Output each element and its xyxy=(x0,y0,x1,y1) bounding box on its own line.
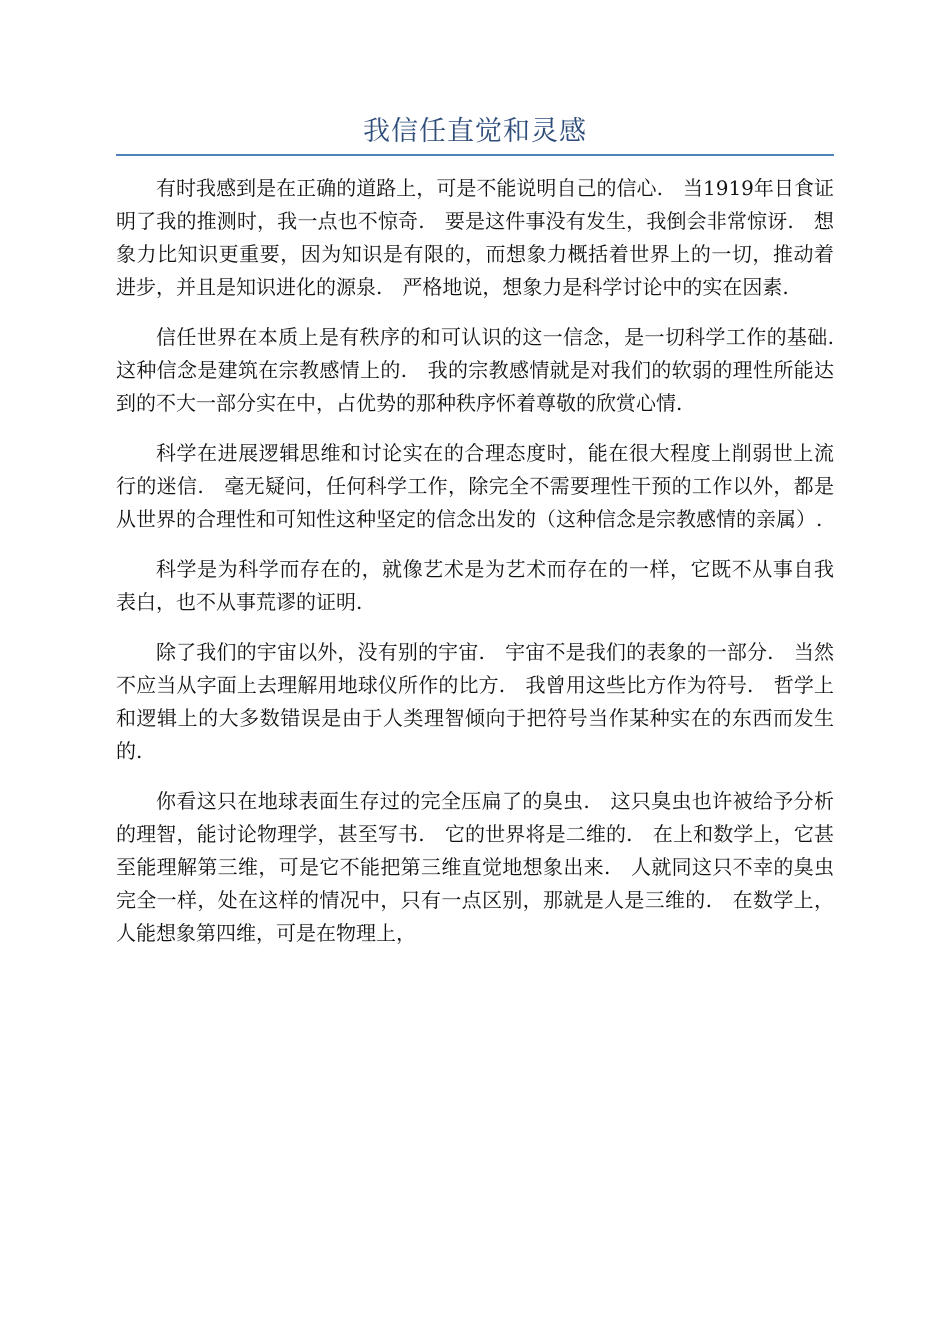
title-underline xyxy=(116,154,834,156)
paragraph-5: 除了我们的宇宙以外，没有别的宇宙. 宇宙不是我们的表象的一部分. 当然不应当从字面上去理解用地球仪所作的比方. 我曾用这些比方作为符号. 哲学上和逻辑上的大多数错误是由于人类理智倾向于把符号当作某种实在的东西而发生的. xyxy=(116,640,834,763)
paragraph-2: 信任世界在本质上是有秩序的和可认识的这一信念，是一切科学工作的基础. 这种信念是建筑在宗教感情上的. 我的宗教感情就是对我们的软弱的理性所能达到的不大一部分实在中，占优势的那种秩序怀着尊敬的欣赏心情. xyxy=(116,325,854,415)
paragraph-1: 有时我感到是在正确的道路上，可是不能说明自己的信心. 当1919年日食证明了我的推测时，我一点也不惊奇. 要是这件事没有发生，我倒会非常惊讶. 想象力比知识更重要，因为知识是有限的，而想象力概括着世界上的一切，推动着进步，并且是知识进化的源泉. 严格地说，想象力是科学讨论中的实在因素. xyxy=(116,176,834,299)
paragraph-6: 你看这只在地球表面生存过的完全压扁了的臭虫. 这只臭虫也许被给予分析的理智，能讨论物理学，甚至写书. 它的世界将是二维的. 在上和数学上，它甚至能理解第三维，可是它不能把第三维直觉地想象出来. 人就同这只不幸的臭虫完全一样，处在这样的情况中，只有一点区别，那就是人是三维的. 在数学上，人能想象第四维，可是在物理上， xyxy=(116,789,834,945)
paragraph-4: 科学是为科学而存在的，就像艺术是为艺术而存在的一样，它既不从事自我表白，也不从事荒谬的证明. xyxy=(116,557,834,614)
document-body xyxy=(116,172,854,967)
page-title: 我信任直觉和灵感 xyxy=(363,116,587,147)
paragraph-3: 科学在进展逻辑思维和讨论实在的合理态度时，能在很大程度上削弱世上流行的迷信. 毫无疑问，任何科学工作，除完全不需要理性干预的工作以外，都是从世界的合理性和可知性这种坚定的信念出发的（这种信念是宗教感情的亲属）. xyxy=(116,441,834,531)
